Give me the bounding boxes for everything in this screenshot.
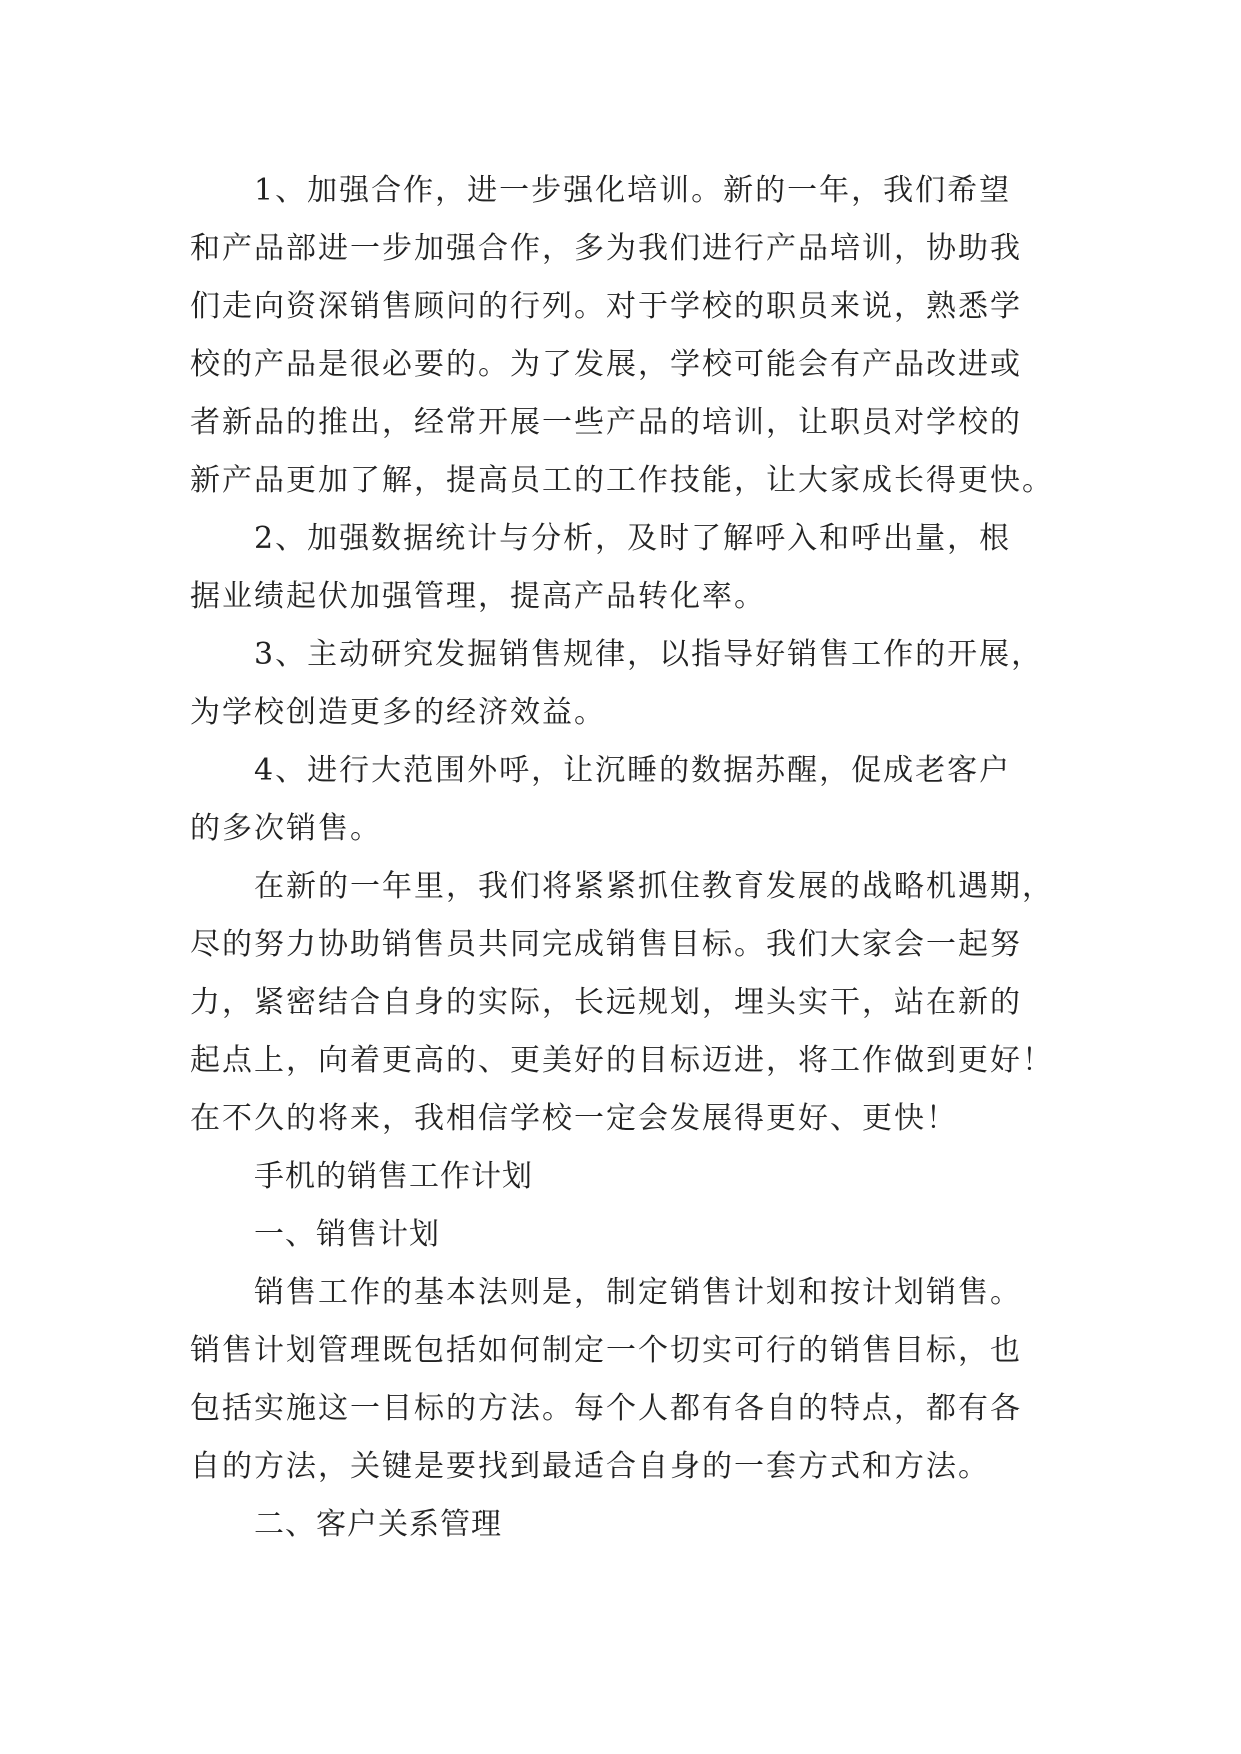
paragraph-line: 包括实施这一目标的方法。每个人都有各自的特点，都有各 <box>190 1391 1022 1426</box>
section-heading-text: 二、客户关系管理 <box>254 1507 502 1542</box>
paragraph-line: 2、加强数据统计与分析，及时了解呼入和呼出量，根 <box>254 521 1012 556</box>
paragraph-line: 3、主动研究发掘销售规律，以指导好销售工作的开展， <box>254 637 1044 672</box>
paragraph-sales-patterns <box>190 626 1050 742</box>
paragraph-new-year <box>190 858 1054 1148</box>
paragraph-line: 们走向资深销售顾问的行列。对于学校的职员来说，熟悉学 <box>190 289 1022 324</box>
paragraph-line: 者新品的推出，经常开展一些产品的培训，让职员对学校的 <box>190 405 1022 440</box>
paragraph-line: 1、加强合作，进一步强化培训。新的一年，我们希望 <box>254 173 1012 208</box>
paragraph-line: 为学校创造更多的经济效益。 <box>190 695 606 730</box>
paragraph-outbound-calls <box>190 742 1050 858</box>
paragraph-data-analysis <box>190 510 1050 626</box>
section-heading-text: 一、销售计划 <box>254 1217 440 1252</box>
paragraph-line: 据业绩起伏加强管理，提高产品转化率。 <box>190 579 766 614</box>
section-heading-sales-plan <box>190 1206 1050 1264</box>
document-body <box>190 162 1054 1554</box>
paragraph-line: 销售工作的基本法则是，制定销售计划和按计划销售。 <box>254 1275 1022 1310</box>
paragraph-line: 的多次销售。 <box>190 811 382 846</box>
paragraph-line: 校的产品是很必要的。为了发展，学校可能会有产品改进或 <box>190 347 1022 382</box>
section-title-text: 手机的销售工作计划 <box>254 1159 533 1194</box>
paragraph-line: 4、进行大范围外呼，让沉睡的数据苏醒，促成老客户 <box>254 753 1012 788</box>
paragraph-line: 新产品更加了解，提高员工的工作技能，让大家成长得更快。 <box>190 463 1054 498</box>
paragraph-line: 在不久的将来，我相信学校一定会发展得更好、更快！ <box>190 1101 958 1136</box>
paragraph-line: 在新的一年里，我们将紧紧抓住教育发展的战略机遇期， <box>254 869 1054 904</box>
paragraph-sales-plan <box>190 1264 1050 1496</box>
section-title <box>190 1148 1050 1206</box>
paragraph-line: 和产品部进一步加强合作，多为我们进行产品培训，协助我 <box>190 231 1022 266</box>
section-heading-customer-relations <box>190 1496 1050 1554</box>
paragraph-line: 尽的努力协助销售员共同完成销售目标。我们大家会一起努 <box>190 927 1022 962</box>
paragraph-line: 自的方法，关键是要找到最适合自身的一套方式和方法。 <box>190 1449 990 1484</box>
paragraph-line: 起点上，向着更高的、更美好的目标迈进，将工作做到更好！ <box>190 1043 1054 1078</box>
paragraph-line: 力，紧密结合自身的实际，长远规划，埋头实干，站在新的 <box>190 985 1022 1020</box>
paragraph-line: 销售计划管理既包括如何制定一个切实可行的销售目标，也 <box>190 1333 1022 1368</box>
paragraph-strengthen-cooperation <box>190 162 1054 510</box>
